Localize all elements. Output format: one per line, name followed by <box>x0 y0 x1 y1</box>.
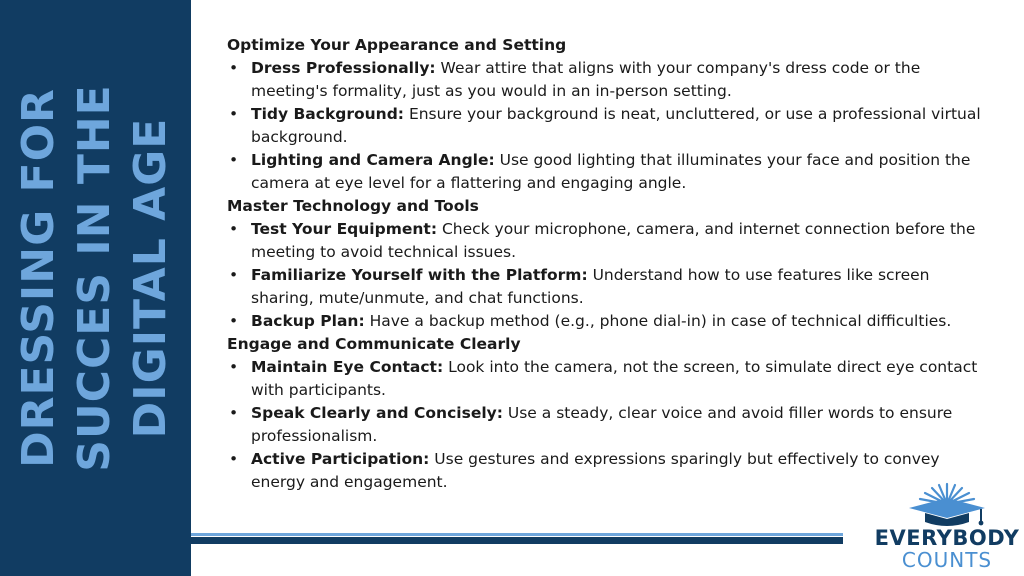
bullet-text: Wear attire that aligns with your company's dress code or the meeting's formality, just as you would in an in-person setting. <box>251 59 921 100</box>
bullet-item <box>227 103 987 149</box>
section-heading: Optimize Your Appearance and Setting <box>227 36 567 54</box>
slide-title-line: SUCCES IN THE <box>69 84 120 472</box>
bullet-text: Use good lighting that illuminates your face and position the camera at eye level for a flattering and engaging angle. <box>251 151 971 192</box>
bullet-text: Use gestures and expressions sparingly but effectively to convey energy and engagement. <box>251 450 940 491</box>
bullet-text: Look into the camera, not the screen, to simulate direct eye contact with participants. <box>251 358 978 399</box>
section-heading: Master Technology and Tools <box>227 197 479 215</box>
bullet-text: Have a backup method (e.g., phone dial-in) in case of technical difficulties. <box>364 312 952 330</box>
bullet-item <box>227 310 987 333</box>
logo-text-counts: COUNTS <box>901 548 993 572</box>
bullet-term: Lighting and Camera Angle: <box>251 151 495 169</box>
bullet-term: Test Your Equipment: <box>251 220 438 238</box>
logo-text-everybody: EVERYBODY <box>874 526 1020 550</box>
bullet-list <box>227 356 987 494</box>
bullet-term: Backup Plan: <box>251 312 365 330</box>
bullet-term: Speak Clearly and Concisely: <box>251 404 503 422</box>
bullet-item <box>227 264 987 310</box>
bullet-term: Familiarize Yourself with the Platform: <box>251 266 588 284</box>
bullet-term: Maintain Eye Contact: <box>251 358 444 376</box>
logo <box>873 482 1021 572</box>
bullet-list <box>227 57 987 195</box>
footer-rule-thick <box>191 537 843 544</box>
sidebar <box>0 0 191 576</box>
bullet-list <box>227 218 987 333</box>
bullet-item <box>227 402 987 448</box>
bullet-term: Active Participation: <box>251 450 430 468</box>
section-heading: Engage and Communicate Clearly <box>227 335 521 353</box>
bullet-item <box>227 149 987 195</box>
slide-title <box>11 84 179 471</box>
bullet-text: Check your microphone, camera, and internet connection before the meeting to avoid technical issues. <box>251 220 976 261</box>
bullet-text: Use a steady, clear voice and avoid filler words to ensure professionalism. <box>251 404 953 445</box>
footer-rule-thin <box>191 533 843 536</box>
footer-rule <box>191 533 843 544</box>
graduation-cap-sunburst-icon <box>903 482 991 528</box>
bullet-item <box>227 356 987 402</box>
bullet-text: Understand how to use features like screen sharing, mute/unmute, and chat functions. <box>251 266 930 307</box>
bullet-item <box>227 218 987 264</box>
bullet-term: Dress Professionally: <box>251 59 436 77</box>
slide-title-line: DIGITAL AGE <box>125 117 176 439</box>
bullet-item <box>227 57 987 103</box>
bullet-term: Tidy Background: <box>251 105 405 123</box>
bullet-text: Ensure your background is neat, uncluttered, or use a professional virtual background. <box>251 105 981 146</box>
slide-title-line: DRESSING FOR <box>13 88 64 468</box>
slide-content <box>227 34 987 494</box>
